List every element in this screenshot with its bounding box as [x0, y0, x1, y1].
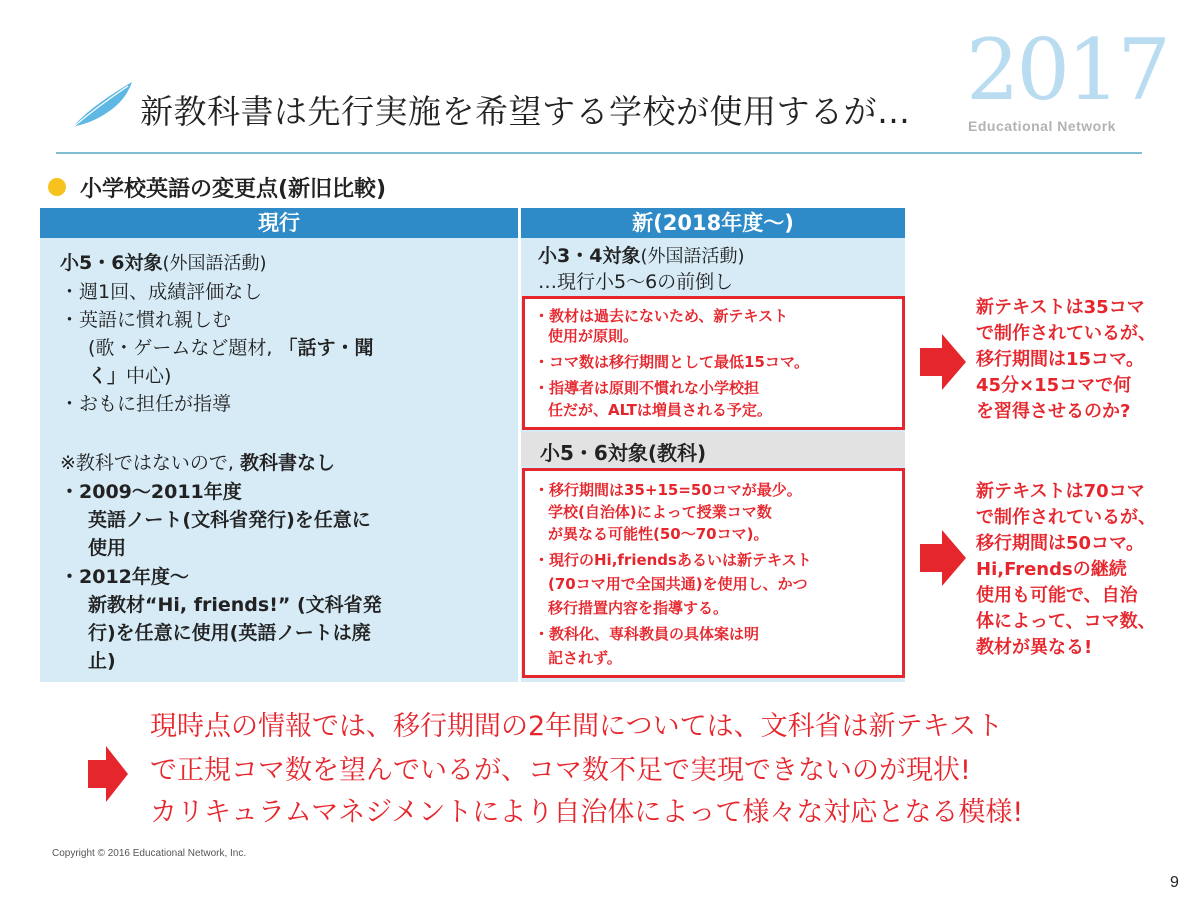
side-note-line: を習得させるのか?: [976, 401, 1131, 422]
current-line-emphasis: く」: [88, 365, 127, 387]
current-line: ・英語に慣れ親しむ: [60, 309, 232, 331]
side-note-line: 移行期間は50コマ。: [976, 533, 1144, 554]
side-note-line: 新テキストは35コマ: [976, 297, 1145, 318]
grade34-note: (外国語活動): [640, 246, 745, 267]
box-line: 記されず。: [548, 649, 622, 667]
current-line: 使用: [88, 537, 127, 559]
conclusion-line: 現時点の情報では、移行期間の2年間については、文科省は新テキスト: [150, 711, 1004, 742]
side-note-line: で制作されているが、: [976, 507, 1156, 528]
side-note-line: Hi,Frendsの継続: [976, 559, 1127, 580]
current-line: [88, 335, 374, 361]
box-line: ・指導者は原則不慣れな小学校担: [534, 379, 760, 397]
copyright: Copyright © 2016 Educational Network, Inc.: [52, 848, 247, 859]
current-line: 行)を任意に使用(英語ノートは廃: [88, 622, 371, 644]
grade34-heading: [538, 244, 745, 269]
side-note-line: 体によって、コマ数、: [976, 611, 1156, 632]
current-line-part: 中心): [126, 365, 172, 387]
side-note-line: 45分×15コマで何: [976, 375, 1132, 396]
right-arrow-icon: [920, 530, 966, 586]
box-line: 移行措置内容を指導する。: [548, 599, 729, 617]
current-line: ・週1回、成績評価なし: [60, 281, 263, 303]
header-divider: [56, 152, 1142, 154]
logo-year: 2017: [966, 21, 1168, 119]
side-note-line: で制作されているが、: [976, 323, 1156, 344]
current-grade-title: 小5・6対象: [60, 252, 163, 274]
column-header-new: 新(2018年度〜): [521, 208, 905, 238]
box-line: ・移行期間は35+15=50コマが最少。: [534, 481, 802, 499]
current-line-emphasis: 「話す・聞: [278, 337, 374, 359]
current-line: [88, 363, 171, 389]
page-title: 新教科書は先行実施を希望する学校が使用するが…: [140, 92, 911, 131]
side-note-line: 教材が異なる!: [976, 637, 1093, 658]
side-note-line: 新テキストは70コマ: [976, 481, 1145, 502]
box-line: が異なる可能性(50〜70コマ)。: [548, 525, 769, 543]
current-line: ・2012年度〜: [60, 566, 189, 588]
box-line: ・コマ数は移行期間として最低15コマ。: [534, 353, 809, 371]
current-line-emphasis: 教科書なし: [240, 452, 336, 474]
conclusion-line: で正規コマ数を望んでいるが、コマ数不足で実現できないのが現状!: [150, 755, 971, 786]
side-note-line: 使用も可能で、自治: [976, 585, 1138, 606]
current-line: 新教材“Hi, friends!” (文科省発: [88, 594, 382, 616]
grade34-title: 小3・4対象: [538, 245, 641, 267]
box-line: (70コマ用で全国共通)を使用し、かつ: [548, 575, 808, 593]
page-number: 9: [1170, 874, 1179, 891]
side-note-line: 移行期間は15コマ。: [976, 349, 1144, 370]
current-line-part: (歌・ゲームなど題材,: [88, 337, 273, 359]
box-line: 学校(自治体)によって授業コマ数: [548, 503, 772, 521]
conclusion-line: カリキュラムマネジメントにより自治体によって様々な対応となる模様!: [150, 797, 1024, 828]
yellow-dot-icon: [48, 178, 66, 196]
box-line: ・教材は過去にないため、新テキスト: [534, 307, 789, 325]
current-line: 英語ノート(文科省発行)を任意に: [88, 509, 371, 531]
current-line: ・2009〜2011年度: [60, 481, 242, 503]
logo-name: Educational Network: [968, 118, 1116, 134]
column-header-current: 現行: [40, 208, 518, 238]
grade34-subtitle: …現行小5〜6の前倒し: [538, 271, 734, 293]
current-line: 止): [88, 650, 116, 672]
current-line: ・おもに担任が指導: [60, 393, 232, 415]
box-line: ・現行のHi,friendsあるいは新テキスト: [534, 551, 812, 569]
right-arrow-icon: [920, 334, 966, 390]
feather-icon: [68, 78, 138, 130]
box-line: ・教科化、専科教員の具体案は明: [534, 625, 760, 643]
grade56-title: 小5・6対象(教科): [540, 441, 707, 465]
section-title: 小学校英語の変更点(新旧比較): [80, 177, 387, 202]
right-arrow-icon: [88, 746, 128, 802]
current-grade-heading: [60, 250, 267, 277]
current-line-part: ※教科ではないので,: [60, 452, 234, 474]
box-line: 使用が原則。: [548, 327, 639, 345]
current-line: [60, 450, 335, 476]
current-grade-note: (外国語活動): [162, 253, 267, 274]
box-line: 任だが、ALTは増員される予定。: [548, 401, 772, 419]
